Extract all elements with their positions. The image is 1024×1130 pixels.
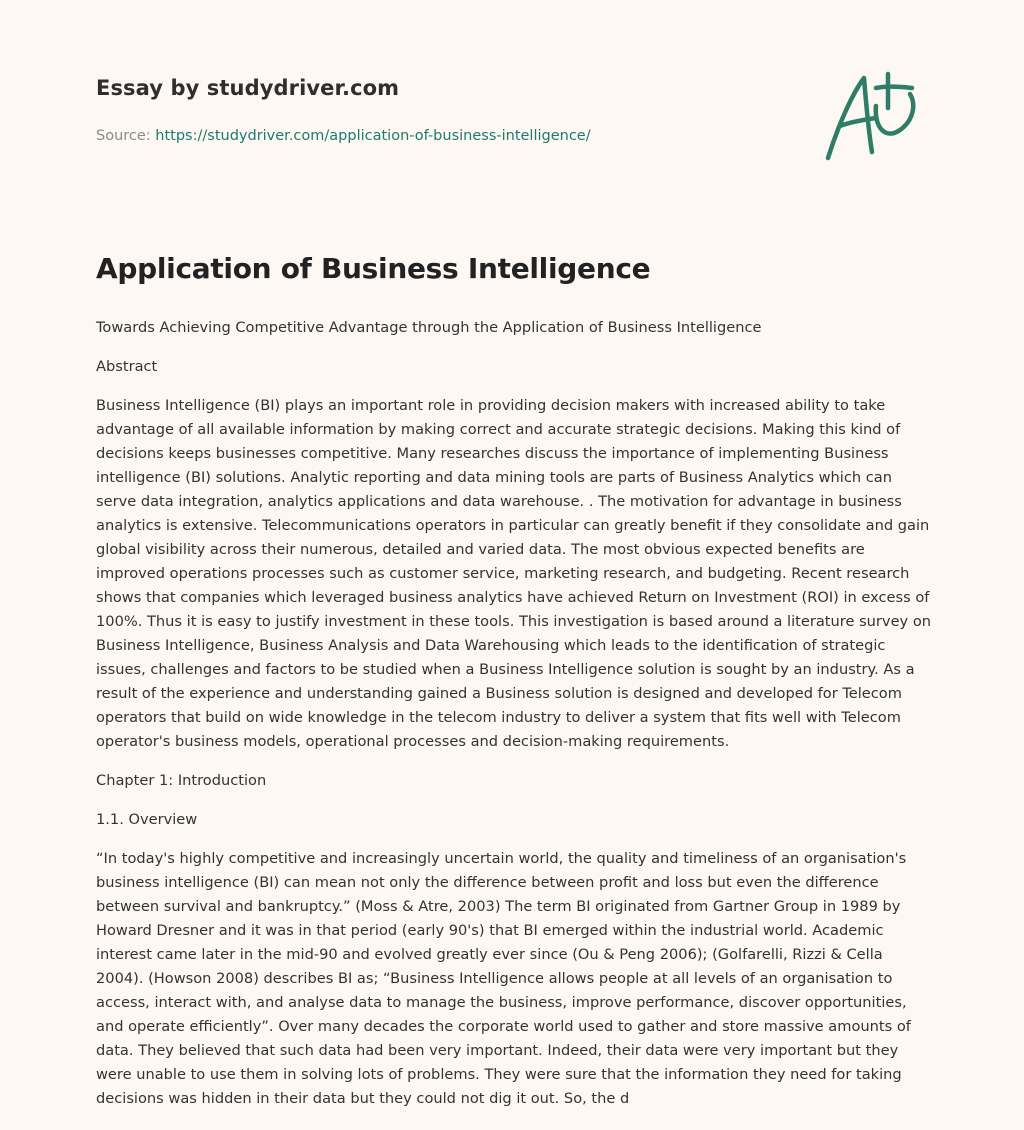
section-heading: 1.1. Overview — [96, 811, 198, 828]
site-title: Essay by studydriver.com — [96, 76, 400, 100]
chapter-heading: Chapter 1: Introduction — [96, 772, 267, 789]
a-plus-logo-icon — [820, 66, 930, 166]
subtitle-paragraph: Towards Achieving Competitive Advantage through the Application of Business Intelligence — [96, 319, 762, 336]
source-link[interactable]: https://studydriver.com/application-of-business-intelligence/ — [155, 128, 591, 144]
source-line — [96, 128, 591, 144]
essay-header — [96, 76, 591, 144]
document-title: Application of Business Intelligence — [96, 252, 651, 285]
abstract-heading: Abstract — [96, 358, 158, 375]
source-label: Source: — [96, 128, 151, 144]
document-body — [96, 316, 934, 1126]
abstract-paragraph: Business Intelligence (BI) plays an important role in providing decision makers with increased ability to take advantage of all available information by making correct and accurate strategic decisions. Making this kind of decisions keeps businesses competitive. Many researches discuss the importance of implementing Business intelligence (BI) solutions. Analytic reporting and data mining tools are parts of Business Analytics which can serve data integration, analytics applications and data warehouse. . The motivation for advantage in business analytics is extensive. Telecommunications operators in particular can greatly benefit if they consolidate and gain global visibility across their numerous, detailed and varied data. The most obvious expected benefits are improved operations processes such as customer service, marketing research, and budgeting. Recent research shows that companies which leveraged business analytics have achieved Return on Investment (ROI) in excess of 100%. Thus it is easy to justify investment in these tools. This investigation is based around a literature survey on Business Intelligence, Business Analysis and Data Warehousing which leads to the identification of strategic issues, challenges and factors to be studied when a Business Intelligence solution is sought by an industry. As a result of the experience and understanding gained a Business solution is designed and developed for Telecom operators that build on wide knowledge in the telecom industry to deliver a system that fits well with Telecom operator's business models, operational processes and decision-making requirements. — [96, 397, 932, 750]
overview-paragraph: “In today's highly competitive and increasingly uncertain world, the quality and timeliness of an organisation's business intelligence (BI) can mean not only the difference between profit and loss but even the difference between survival and bankruptcy.” (Moss & Atre, 2003) The term BI originated from Gartner Group in 1989 by Howard Dresner and it was in that period (early 90's) that BI emerged within the industrial world. Academic interest came later in the mid-90 and evolved greatly ever since (Ou & Peng 2006); (Golfarelli, Rizzi & Cella 2004). (Howson 2008) describes BI as; “Business Intelligence allows people at all levels of an organisation to access, interact with, and analyse data to manage the business, improve performance, discover opportunities, and operate efficiently”. Over many decades the corporate world used to gather and store massive amounts of data. They believed that such data had been very important. Indeed, their data were very important but they were unable to use them in solving lots of problems. They were sure that the information they need for taking decisions was hidden in their data but they could not dig it out. So, the d — [96, 850, 911, 1107]
